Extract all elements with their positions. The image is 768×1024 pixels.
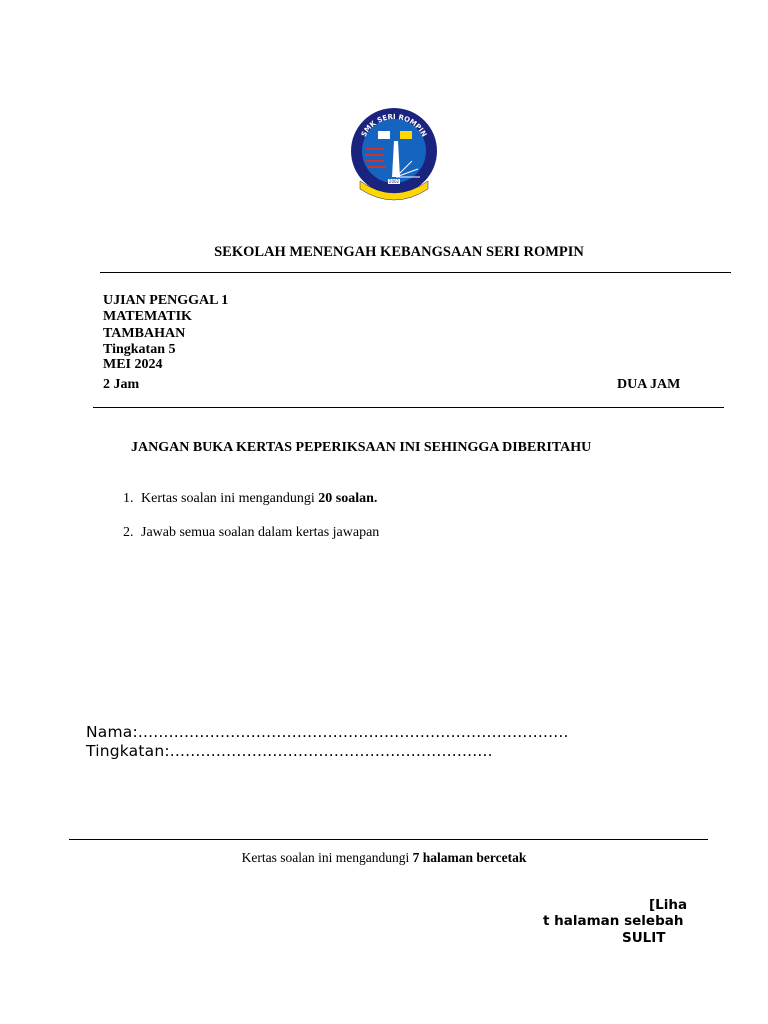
confidential-label: SULIT [622,930,666,946]
name-field[interactable]: Nama:.................................................................................... [86,723,569,741]
school-name: SEKOLAH MENENGAH KEBANGSAAN SERI ROMPIN [214,244,584,260]
instruction-number: 1. [123,491,134,506]
exam-duration-words: DUA JAM [617,377,681,392]
school-crest-icon [348,105,440,205]
exam-form: Tingkatan 5 [103,342,176,357]
form-field[interactable]: Tingkatan:............................................................... [86,742,493,760]
header-rule-top [100,272,731,273]
page-count-bold: 7 halaman bercetak [412,850,527,865]
see-next-page-line1: [Liha [649,897,688,913]
exam-subject-line2: TAMBAHAN [103,326,186,341]
instruction-text: Kertas soalan ini mengandungi [141,491,319,506]
instruction-number: 2. [123,525,134,540]
exam-date: MEI 2024 [103,357,163,372]
exam-duration: 2 Jam [103,377,140,392]
logo-year: 2002 [388,179,400,184]
instruction-item [123,525,379,541]
exam-title: UJIAN PENGGAL 1 [103,293,229,308]
footer-rule [69,839,708,840]
exam-warning: JANGAN BUKA KERTAS PEPERIKSAAN INI SEHINGGA DIBERITAHU [131,440,592,455]
header-rule-bottom [93,407,724,408]
instruction-bold: 20 soalan. [318,491,378,506]
instruction-item [123,491,377,507]
page-count-text: Kertas soalan ini mengandungi [241,850,413,865]
school-logo [348,105,440,205]
logo-top-text: SMK SERI ROMPIN [359,112,429,139]
page-count-note [0,850,768,866]
instruction-text: Jawab semua soalan dalam kertas jawapan [141,525,380,540]
see-next-page-line2: t halaman selebah [543,913,684,929]
logo-motto: MERLANG DUNIA DAN AKHIR [366,181,423,195]
exam-subject-line1: MATEMATIK [103,309,192,324]
